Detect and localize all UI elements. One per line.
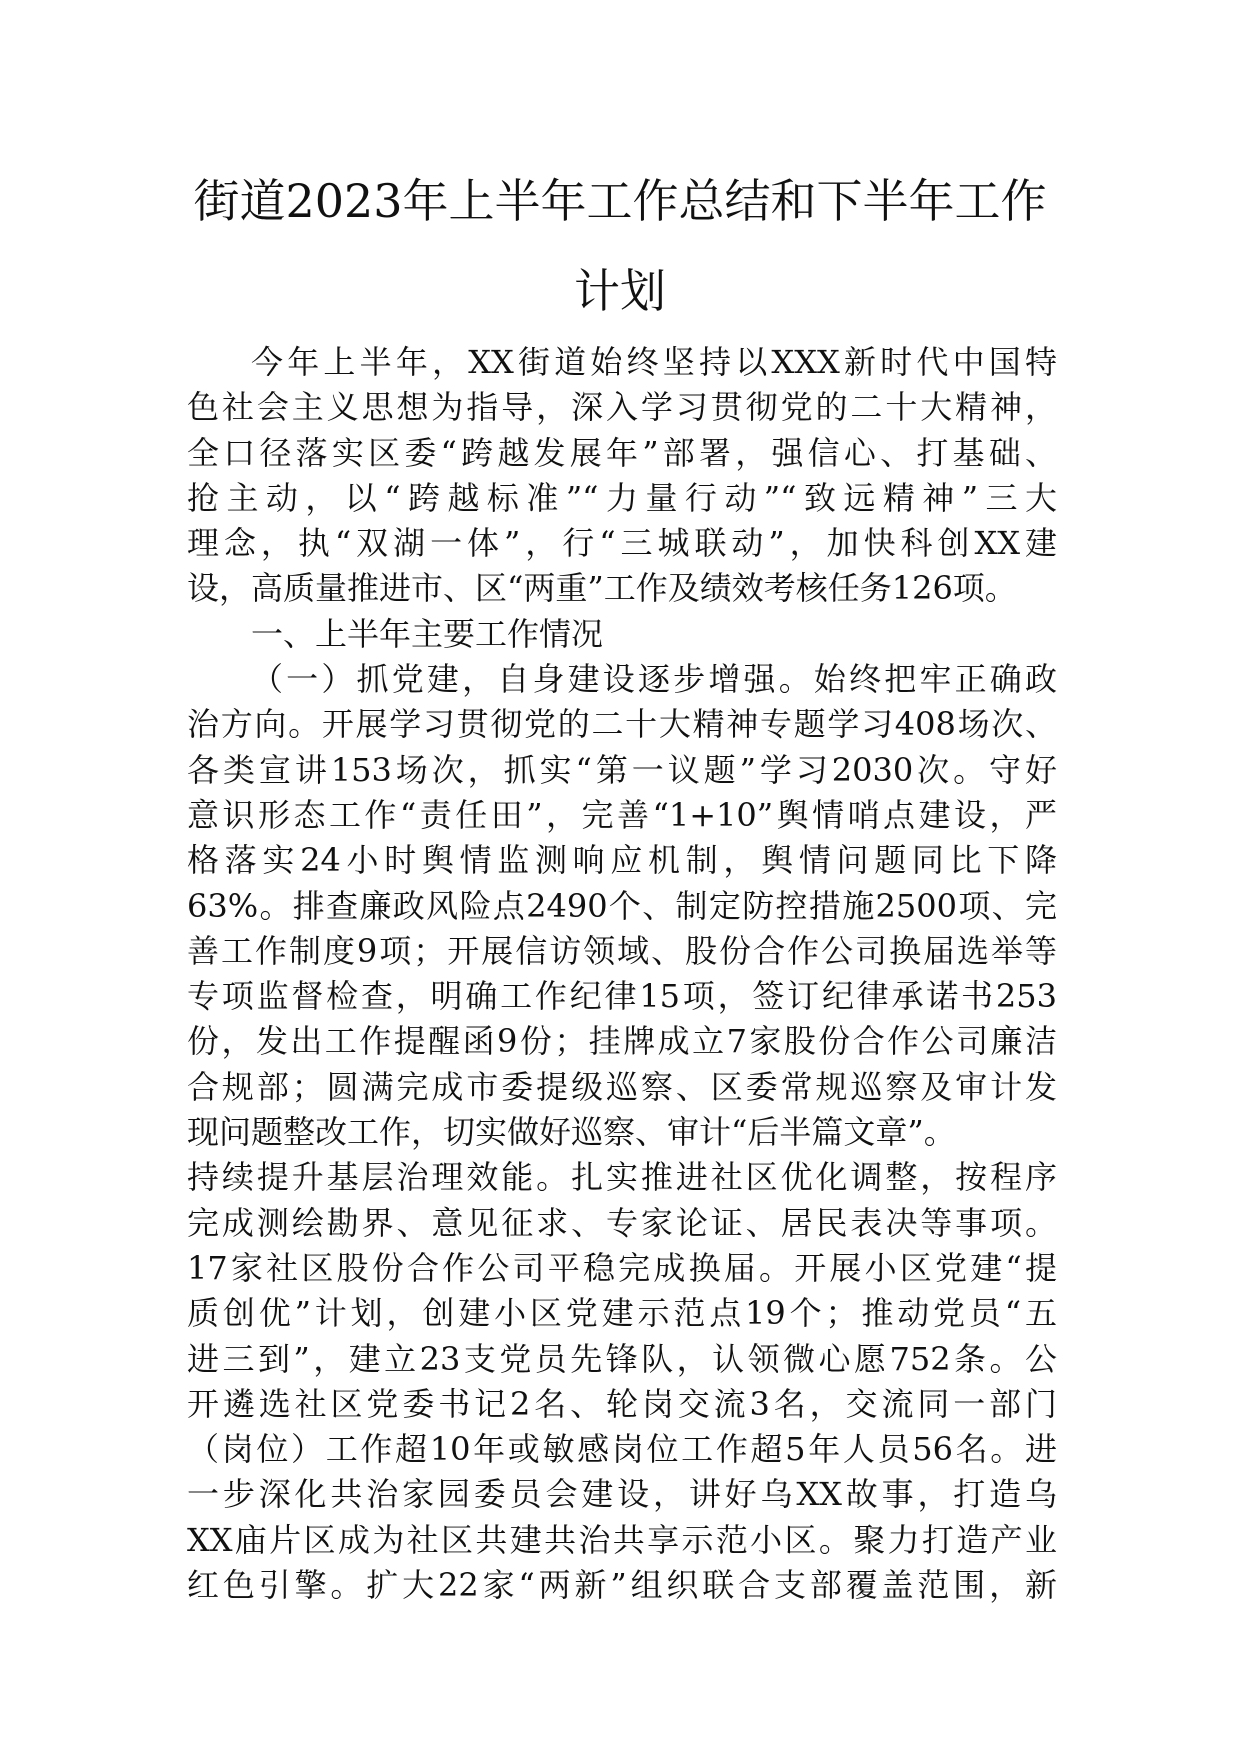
text-line: 开遴选社区党委书记2名、轮岗交流3名，交流同一部门 [187,1384,1057,1423]
text-line: 设，高质量推进市、区“两重”工作及绩效考核任务126项。 [187,569,1017,608]
text-line: 质创优”计划，创建小区党建示范点19个；推动党员“五 [187,1294,1057,1333]
text-line: 全口径落实区委“跨越发展年”部署，强信心、打基础、 [187,433,1057,472]
text-line: 格落实24小时舆情监测响应机制，舆情问题同比下降 [187,841,1057,880]
text-line: 17家社区股份合作公司平稳完成换届。开展小区党建“提 [187,1248,1057,1287]
text-line: 今年上半年，XX街道始终坚持以XXX新时代中国特 [251,343,1057,381]
text-line: 进三到”，建立23支党员先锋队，认领微心愿752条。公 [187,1339,1057,1378]
text-line: 一、上半年主要工作情况 [251,614,604,653]
document-title-line-2: 计划 [574,264,666,318]
text-line: 理念，执“双湖一体”，行“三城联动”，加快科创XX建 [187,524,1057,563]
text-line: 善工作制度9项；开展信访领域、股份合作公司换届选举等 [187,931,1057,970]
text-line: 色社会主义思想为指导，深入学习贯彻党的二十大精神， [187,388,1057,427]
text-line: 完成测绘勘界、意见征求、专家论证、居民表决等事项。 [187,1203,1057,1242]
text-line: （一）抓党建，自身建设逐步增强。始终把牢正确政 [251,660,1057,699]
text-line: 红色引擎。扩大22家“两新”组织联合支部覆盖范围，新 [187,1566,1057,1605]
text-line: 专项监督检查，明确工作纪律15项，签订纪律承诺书253 [187,977,1057,1016]
text-line: 一步深化共治家园委员会建设，讲好乌XX故事，打造乌 [187,1475,1057,1514]
text-line: 治方向。开展学习贯彻党的二十大精神专题学习408场次、 [187,705,1057,744]
text-line: 份，发出工作提醒函9份；挂牌成立7家股份合作公司廉洁 [187,1022,1057,1061]
text-line: XX庙片区成为社区共建共治共享示范小区。聚力打造产业 [187,1520,1057,1559]
text-line: 抢主动，以“跨越标准”“力量行动”“致远精神”三大 [187,478,1057,517]
text-line: 持续提升基层治理效能。扎实推进社区优化调整，按程序 [187,1158,1057,1197]
text-line: 现问题整改工作，切实做好巡察、审计“后半篇文章”。 [187,1113,956,1152]
document-title-line-1: 街道2023年上半年工作总结和下半年工作 [193,174,1047,228]
text-line: （岗位）工作超10年或敏感岗位工作超5年人员56名。进 [187,1430,1057,1469]
text-line: 各类宣讲153场次，抓实“第一议题”学习2030次。守好 [187,750,1057,789]
text-line: 63%。排查廉政风险点2490个、制定防控措施2500项、完 [187,886,1057,925]
text-line: 意识形态工作“责任田”，完善“1+10”舆情哨点建设，严 [187,795,1057,834]
document-body [187,340,1057,1608]
text-line: 合规部；圆满完成市委提级巡察、区委常规巡察及审计发 [187,1067,1057,1106]
